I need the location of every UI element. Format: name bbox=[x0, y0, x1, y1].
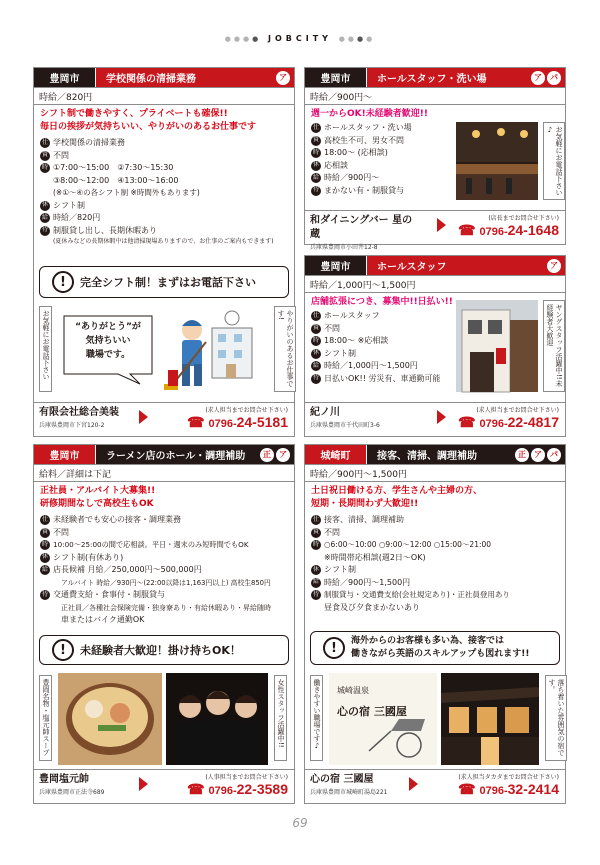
tel-note: (求人担当までお問合せ下さい) bbox=[476, 407, 559, 414]
detail-row: 給 時給／820円 bbox=[41, 213, 101, 222]
job-icon: 仕 bbox=[40, 138, 50, 148]
job-details: 仕 未経験者でも安心の接客・調理業務 資 不問 時 10:00～25:00の間で応相談。平日・週末のみ短時間でもOK 休 シフト制(有休あり) 給 店長候補 月給／250,000円～500,000円 アルバイト 時給／930円～(22:00以降は1,163円以上) 高校生850円 待 交通費支給・食事付・制服貸与 正社員／各種社会保険完備・独身寮あり・有給休暇あり・昇給随時 車またはバイク通勤OK bbox=[41, 515, 271, 624]
detail-row: 休 シフト制 bbox=[41, 200, 85, 210]
catch-copy: 土日祝日働ける方、学生さんや主婦の方、 短期・長期問わず大歓迎!! bbox=[311, 486, 483, 509]
magazine-header: ●●●● JOBCITY ●●●● bbox=[224, 34, 376, 43]
wage: 時給／900円～ bbox=[305, 88, 565, 105]
detail-note: (夏休みなどの長期休暇中は他清掃現場ありますので、お仕事のご案内もできます) bbox=[53, 238, 274, 245]
time-icon: 時 bbox=[311, 148, 321, 158]
arrow-icon bbox=[437, 218, 446, 232]
time-icon: 時 bbox=[40, 540, 50, 550]
card-header bbox=[34, 68, 294, 88]
qualification-icon: 資 bbox=[40, 151, 50, 161]
side-caption-left: 豊岡名物・塩元帥スープ bbox=[39, 675, 52, 761]
badge-part-time: ア bbox=[276, 71, 290, 85]
job-details: 仕 ホールスタッフ・洗い場 資 高校生不可、男女不問 時 18:00～ (応相談) 休 応相談 給 時給／900円～ 待 まかない有・制服貸与 bbox=[312, 123, 412, 195]
wage: 給料／詳細は下記 bbox=[34, 465, 294, 482]
job-title: 接客、清掃、調理補助 bbox=[377, 451, 477, 462]
benefit-icon: 待 bbox=[311, 590, 321, 600]
card-header bbox=[305, 256, 565, 276]
badge-part-time: ア bbox=[531, 448, 545, 462]
catch-copy: 週一からOK!未経験者歓迎!! bbox=[311, 109, 428, 119]
highlight-banner: ! 完全シフト制！まずはお電話下さい bbox=[39, 266, 289, 298]
holiday-icon: 休 bbox=[311, 565, 321, 575]
highlight-banner: ! 海外からのお客様も多い為、接客では 働きながら英語のスキルアップも図れます!! bbox=[310, 631, 560, 665]
tel-note: (人事担当までお問合せ下さい) bbox=[205, 774, 288, 781]
bar-photo-image bbox=[456, 122, 538, 200]
job-details: 仕 ホールスタッフ 資 不問 時 18:00～ ※応相談 休 シフト制 給 時給／1,000円～1,500円 待 日払いOK!! 労災有、車通勤可能 bbox=[312, 311, 441, 383]
detail-row: 時 ①7:00～15:00 ②7:30～15:30 bbox=[41, 163, 174, 172]
company-name: 和ダイニングバー 星の蔵 bbox=[310, 215, 413, 240]
holiday-icon: 休 bbox=[311, 161, 321, 171]
job-details: 仕 接客、清掃、調理補助 資 不問 時 ○6:00～10:00 ○9:00～12:00 ○15:00～21:00 ※時間帯応相談(週2日～OK) 休 シフト制 給 時給／900円～1,500円 待 制服貸与・交通費支給(会社規定あり)・正社員登用あり 昼食及び夕食まかないあり bbox=[312, 515, 510, 612]
job-title: 学校関係の清掃業務 bbox=[106, 74, 196, 85]
area-label: 豊岡市 bbox=[34, 68, 96, 87]
qualification-icon: 資 bbox=[311, 528, 321, 538]
company-address: 兵庫県豊岡市下宮120-2 bbox=[39, 422, 105, 429]
company-name: 紀ノ川 bbox=[310, 407, 340, 418]
contact-footer bbox=[305, 769, 565, 803]
side-caption-right: ヤングスタッフ活躍中!!未経験者大歓迎 bbox=[543, 300, 565, 392]
card-header bbox=[34, 445, 294, 465]
wage: 時給／900円～1,500円 bbox=[305, 465, 565, 482]
time-icon: 時 bbox=[311, 336, 321, 346]
badge-full-time: 正 bbox=[515, 448, 529, 462]
company-address: 兵庫県豊岡市小田井12-8 bbox=[310, 244, 378, 251]
job-card-mikuniya bbox=[304, 444, 566, 804]
detail-row: 資 不問 bbox=[41, 150, 69, 160]
badge-full-time: 正 bbox=[260, 448, 274, 462]
ramen-photo bbox=[58, 673, 162, 765]
job-card-dining-bar bbox=[304, 67, 566, 251]
staff-photo bbox=[166, 673, 268, 765]
storefront-photo bbox=[456, 300, 538, 392]
benefit-icon: 待 bbox=[311, 374, 321, 384]
detail-row: (※①～④の各シフト制 ※時間外もあります) bbox=[53, 188, 200, 197]
holiday-icon: 休 bbox=[40, 201, 50, 211]
rickshaw-icon bbox=[329, 673, 437, 765]
time-icon: 時 bbox=[311, 540, 321, 550]
contact-footer bbox=[34, 402, 294, 436]
side-caption-right: やりがいのあるお仕事です! bbox=[274, 306, 296, 392]
card-header bbox=[305, 445, 565, 465]
side-caption-left: 働きやすい職場です♪ bbox=[310, 675, 323, 761]
arrow-icon bbox=[409, 777, 418, 791]
job-title: ラーメン店のホール・調理補助 bbox=[106, 451, 246, 462]
job-title: ホールスタッフ・洗い場 bbox=[377, 74, 487, 85]
qualification-icon: 資 bbox=[311, 324, 321, 334]
card-header bbox=[305, 68, 565, 88]
exclamation-icon: ! bbox=[52, 639, 74, 661]
wage: 時給／1,000円～1,500円 bbox=[305, 276, 565, 293]
salary-icon: 給 bbox=[311, 173, 321, 183]
catch-copy: シフト制で働きやすく、プライベートも確保!! 毎日の挨拶が気持ちいい、やりがいのあるお仕事です bbox=[40, 109, 257, 132]
job-card-cleaning bbox=[33, 67, 295, 437]
arrow-icon bbox=[139, 410, 148, 424]
benefit-icon: 待 bbox=[311, 186, 321, 196]
job-card-kinokawa bbox=[304, 255, 566, 437]
side-caption-right: 女性スタッフ活躍中!! bbox=[274, 675, 287, 761]
holiday-icon: 休 bbox=[311, 349, 321, 359]
inn-sign-small: 城崎温泉 bbox=[337, 686, 369, 695]
side-caption-right: お気軽にお電話下さい♪ bbox=[543, 122, 565, 200]
holiday-icon: 休 bbox=[40, 553, 50, 563]
cleaner-illustration bbox=[162, 306, 262, 394]
inn-night-photo bbox=[441, 673, 539, 765]
area-label: 城崎町 bbox=[305, 445, 367, 464]
phone-number[interactable]: ☎ 0796-22-3589 bbox=[187, 781, 288, 797]
qualification-icon: 資 bbox=[40, 528, 50, 538]
badge-part-time: ア bbox=[276, 448, 290, 462]
salary-icon: 給 bbox=[311, 361, 321, 371]
job-details bbox=[34, 136, 294, 246]
arrow-icon bbox=[437, 410, 446, 424]
company-name: 心の宿 三國屋 bbox=[310, 774, 374, 785]
speech-bubble: “ありがとう”が 気持ちいい 職場です。 bbox=[60, 312, 156, 386]
phone-number[interactable]: ☎ 0796-24-1648 bbox=[458, 222, 559, 238]
job-title: ホールスタッフ bbox=[377, 262, 447, 273]
tel-note: (求人担当までお問合せ下さい) bbox=[205, 407, 288, 414]
inn-building-image bbox=[441, 673, 539, 765]
exclamation-icon: ! bbox=[323, 637, 345, 659]
janitor-icon bbox=[162, 306, 262, 394]
salary-icon: 給 bbox=[311, 578, 321, 588]
company-name: 豊岡塩元帥 bbox=[39, 774, 89, 785]
job-icon: 仕 bbox=[311, 515, 321, 525]
badge-part-time: ア bbox=[531, 71, 545, 85]
side-caption-left: お気軽にお電話下さい bbox=[39, 306, 52, 392]
page-number: 69 bbox=[292, 816, 308, 830]
inn-sign-large: 心の宿 三國屋 bbox=[337, 705, 407, 718]
area-label: 豊岡市 bbox=[34, 445, 96, 464]
catch-copy: 正社員・アルバイト大募集!! 研修期間なしで高校生もOK bbox=[40, 486, 156, 509]
salary-icon: 給 bbox=[40, 213, 50, 223]
detail-row: ③8:00～12:00 ④13:00～16:00 bbox=[53, 175, 179, 185]
detail-row: 仕 学校関係の清掃業務 bbox=[41, 138, 125, 147]
header-dots-right: ●● bbox=[338, 35, 357, 43]
highlight-banner: ! 未経験者大歓迎！掛け持ちOK！ bbox=[39, 635, 289, 665]
phone-number[interactable]: ☎ 0796-22-4817 bbox=[458, 414, 559, 430]
catch-copy: 店舗拡張につき、募集中!!日払い!! bbox=[311, 297, 453, 307]
time-icon: 時 bbox=[40, 163, 50, 173]
job-card-ramen bbox=[33, 444, 295, 804]
company-name: 有限会社総合美装 bbox=[39, 407, 119, 418]
tel-note: (求人担当タカタまでお問合せ下さい) bbox=[458, 774, 559, 781]
phone-number[interactable]: ☎ 0796-32-2414 bbox=[458, 781, 559, 797]
bar-counter-photo bbox=[456, 122, 538, 200]
contact-footer bbox=[34, 769, 294, 803]
job-icon: 仕 bbox=[40, 515, 50, 525]
job-icon: 仕 bbox=[311, 123, 321, 133]
storefront-image bbox=[456, 300, 538, 392]
contact-footer bbox=[305, 402, 565, 436]
header-label: JOBCITY bbox=[268, 34, 332, 43]
job-icon: 仕 bbox=[311, 311, 321, 321]
benefit-icon: 待 bbox=[40, 590, 50, 600]
company-address: 兵庫県豊岡市千代田町3-6 bbox=[310, 422, 380, 429]
badge-part: パ bbox=[547, 448, 561, 462]
contact-footer bbox=[305, 210, 565, 251]
ramen-bowl-image bbox=[58, 673, 162, 765]
header-dots-left: ●●● bbox=[224, 35, 253, 43]
inn-sign-image bbox=[329, 673, 437, 765]
wage: 時給／820円 bbox=[34, 88, 294, 105]
staff-image bbox=[166, 673, 268, 765]
company-address: 兵庫県豊岡市城崎町湯島221 bbox=[310, 789, 388, 796]
benefit-icon: 待 bbox=[40, 226, 50, 236]
company-address: 兵庫県豊岡市正法寺689 bbox=[39, 789, 105, 796]
side-caption-right: 落ち着いた雰囲気の宿です。 bbox=[545, 675, 567, 761]
area-label: 豊岡市 bbox=[305, 256, 367, 275]
exclamation-icon: ! bbox=[52, 271, 74, 293]
salary-icon: 給 bbox=[40, 565, 50, 575]
tel-note: (店長までお問合せ下さい) bbox=[488, 215, 559, 222]
arrow-icon bbox=[139, 777, 148, 791]
detail-row: 待 制服貸し出し、長期休暇あり bbox=[41, 225, 157, 235]
badge-part: パ bbox=[547, 71, 561, 85]
qualification-icon: 資 bbox=[311, 136, 321, 146]
phone-number[interactable]: ☎ 0796-24-5181 bbox=[187, 414, 288, 430]
badge-part-time: ア bbox=[547, 259, 561, 273]
area-label: 豊岡市 bbox=[305, 68, 367, 87]
